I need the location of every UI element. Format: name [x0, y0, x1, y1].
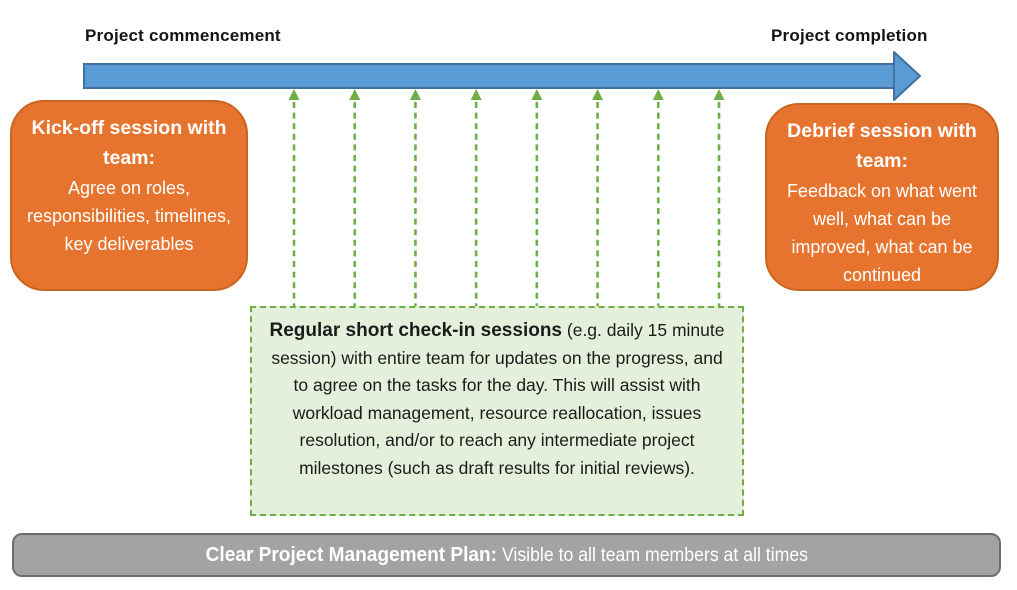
timeline-arrow-shaft [84, 64, 894, 88]
footer-bar-text [205, 543, 807, 567]
checkin-dashed-arrows [284, 88, 730, 308]
kickoff-box-title: Kick-off session with team: [31, 117, 227, 169]
timeline-start-label: Project commencement [85, 26, 281, 45]
debrief-box-title: Debrief session with team: [787, 120, 977, 172]
timeline-end-label: Project completion [771, 26, 928, 45]
footer-bar-body: Visible to all team members at all times [496, 545, 808, 566]
checkin-box [250, 306, 744, 516]
timeline-arrow [83, 50, 923, 104]
footer-bar [12, 533, 1001, 577]
kickoff-box [10, 100, 248, 291]
footer-bar-title: Clear Project Management Plan: [205, 543, 497, 566]
kickoff-box-body: Agree on roles, responsibilities, timelines, key deliverables [26, 178, 232, 254]
debrief-box [765, 103, 999, 291]
debrief-box-body: Feedback on what went well, what can be improved, what can be continued [786, 181, 978, 285]
timeline-arrowhead-icon [894, 52, 920, 100]
checkin-box-body: (e.g. daily 15 minute session) with entire team for updates on the progress, and to agree on the tasks for the day. This will assist with workload management, resource reallocation, issues resolution, and/or to reach any intermediate project milestones (such as draft results for initial reviews). [271, 320, 725, 478]
checkin-box-title: Regular short check-in sessions [269, 320, 563, 341]
